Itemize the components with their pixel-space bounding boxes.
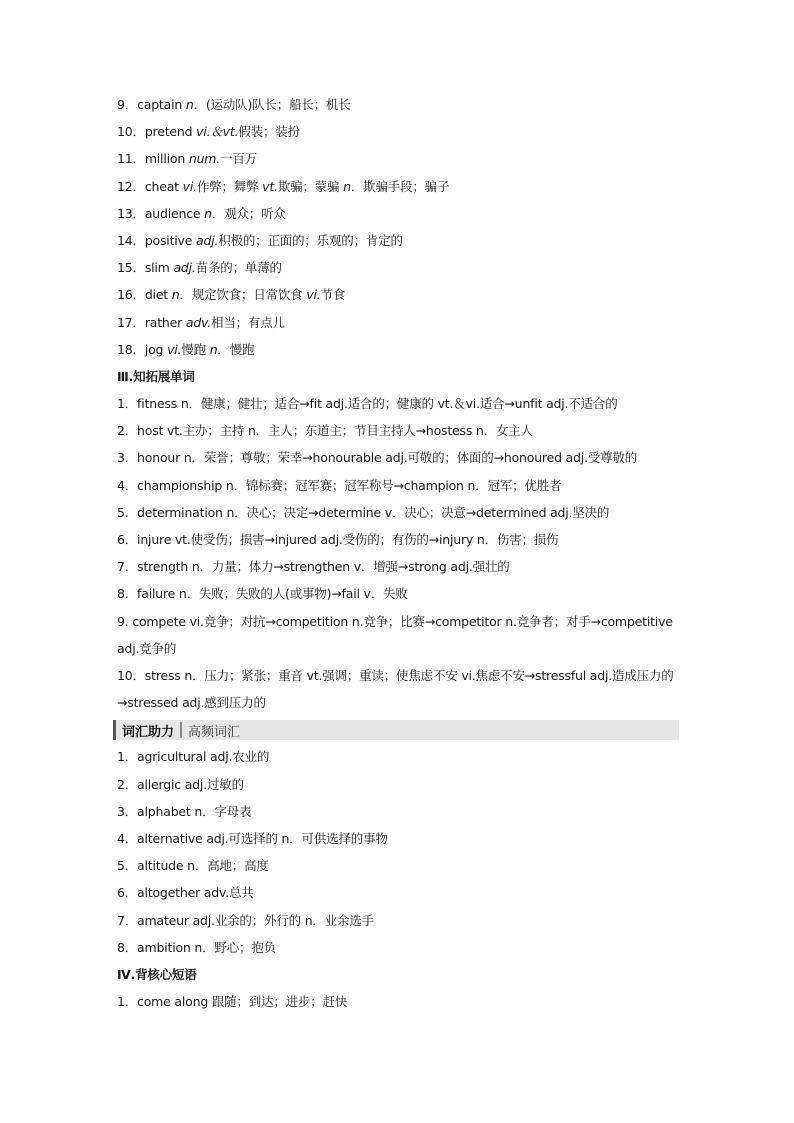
word-entry: 17．rather adv.相当；有点儿: [117, 314, 285, 330]
phrase-entry: 1．come along 跟随；到达；进步；赶快: [117, 994, 348, 1010]
ext-entry: 6．injure vt.使受伤；损害→injured adj.受伤的；有伤的→injury n．伤害；损伤: [117, 532, 559, 547]
word-entry: 12．cheat vi.作弊；舞弊 vt.欺骗；蒙骗 n．欺骗手段；骗子: [117, 178, 450, 194]
section-heading: Ⅳ.背核心短语: [117, 966, 197, 982]
ext-entry: 7．strength n．力量；体力→strengthen v．增强→strong adj.强壮的: [117, 559, 510, 575]
ext-entry: 2．host vt.主办；主持 n．主人；东道主；节目主持人→hostess n．女主人: [117, 423, 533, 439]
vocab-entry: 5．altitude n．高地；高度: [117, 858, 269, 874]
word-entry: 9．captain n．(运动队)队长；船长；机长: [117, 97, 351, 112]
content: [117, 91, 679, 1015]
vocab-entry: 7．amateur adj.业余的；外行的 n．业余选手: [117, 912, 374, 928]
ext-entry: 10．stress n．压力；紧张；重音 vt.强调；重读；使焦虑不安 vi.焦虑不安→stressful adj.造成压力的→stressed adj.感到压力的: [117, 667, 674, 711]
vocab-entry: 6．altogether adv.总共: [117, 885, 254, 901]
word-entry: 14．positive adj.积极的；正面的；乐观的；肯定的: [117, 232, 403, 248]
word-entry: 13．audience n．观众；听众: [117, 205, 286, 221]
vocab-section-bar: [113, 720, 679, 740]
vocab-entry: 2．allergic adj.过敏的: [117, 776, 244, 792]
vocab-entry: 1．agricultural adj.农业的: [117, 749, 270, 765]
word-entry: 15．slim adj.苗条的；单薄的: [117, 260, 282, 276]
word-entry: 16．diet n．规定饮食；日常饮食 vi.节食: [117, 287, 346, 303]
word-entry: 10．pretend vi.＆vt.假装；装扮: [117, 124, 300, 140]
ext-entry: 1．fitness n．健康；健壮；适合→fit adj.适合的；健康的 vt.＆vi.适合→unfit adj.不适合的: [117, 396, 618, 412]
section-heading: Ⅲ.知拓展单词: [117, 368, 195, 384]
ext-entry: 4．championship n．锦标赛；冠军赛；冠军称号→champion n．冠军；优胜者: [117, 477, 562, 493]
vocab-entry: 8．ambition n．野心；抱负: [117, 939, 276, 955]
ext-entry: 9. compete vi.竞争；对抗→competition n.竞争；比赛→competitor n.竞争者；对手→competitive adj.竞争的: [117, 613, 673, 656]
bar-separator: [180, 722, 182, 738]
bar-title: 词汇助力: [122, 724, 175, 740]
vocab-entry: 4．alternative adj.可选择的 n．可供选择的事物: [117, 830, 388, 846]
ext-entry: 5．determination n．决心；决定→determine v．决心；决意→determined adj.坚决的: [117, 504, 610, 520]
word-entry: 18．jog vi.慢跑 n．慢跑: [117, 341, 255, 357]
bar-subtitle: 高频词汇: [188, 724, 241, 740]
ext-entry: 8．failure n．失败；失败的人(或事物)→fail v．失败: [117, 586, 408, 602]
word-entry: 11．million num.一百万: [117, 151, 257, 167]
ext-entry: 3．honour n．荣誉；尊敬；荣幸→honourable adj.可敬的；体面的→honoured adj.受尊敬的: [117, 450, 638, 466]
vocab-entry: 3．alphabet n．字母表: [117, 803, 252, 819]
